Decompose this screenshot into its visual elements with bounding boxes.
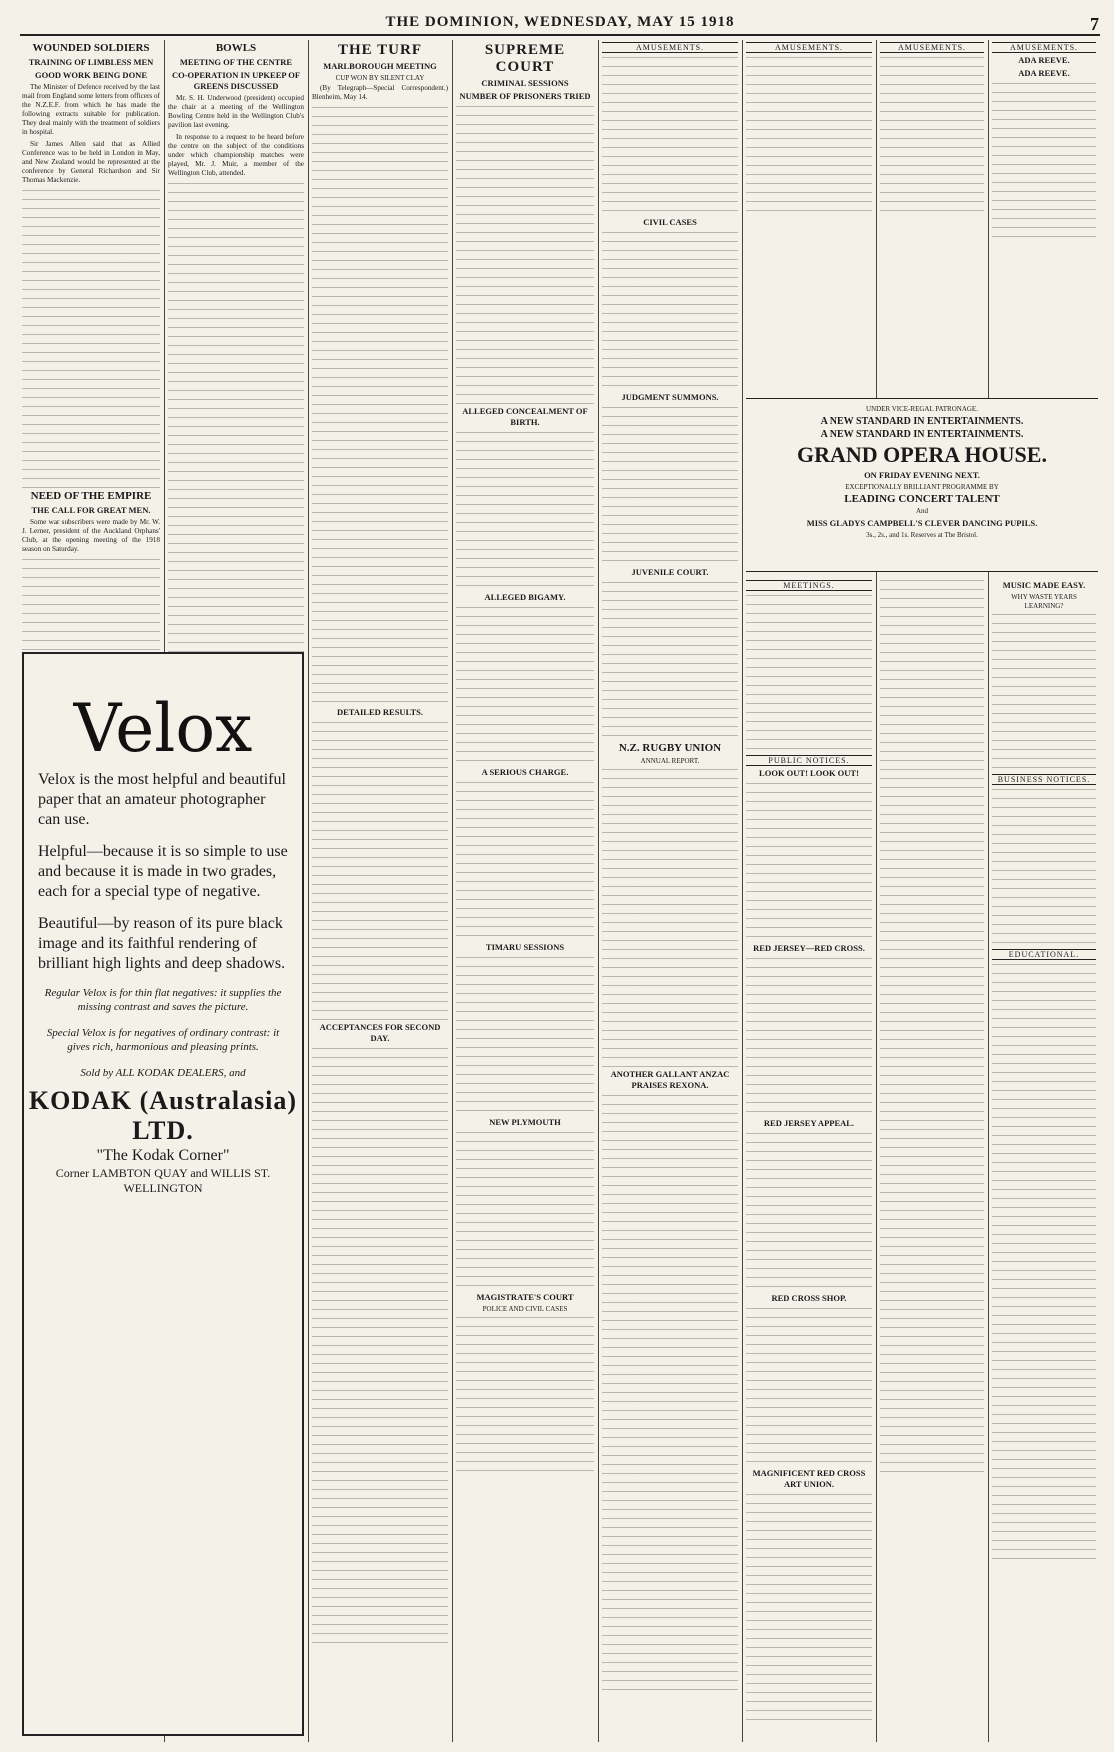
- article-title: BOWLS: [215, 42, 257, 54]
- text-block: [312, 720, 448, 1020]
- section-heading: JUDGMENT SUMMONS.: [621, 392, 719, 402]
- article-subtitle: NUMBER OF PRISONERS TRIED: [459, 91, 591, 101]
- article-title: THE TURF: [338, 42, 422, 58]
- article-subtitle: CRIMINAL SESSIONS: [481, 78, 569, 88]
- ad-prices: 3s., 2s., and 1s. Reserves at The Bristol.: [866, 531, 978, 539]
- ad-subheadline: WHY WASTE YEARS LEARNING?: [1011, 593, 1077, 610]
- page-number: 7: [1090, 14, 1100, 34]
- text-block: [746, 1306, 872, 1466]
- column-rule: [742, 40, 743, 1742]
- section-heading: CIVIL CASES: [643, 217, 697, 227]
- ad-headline: ADA REEVE.: [1018, 55, 1070, 65]
- text-block: [456, 605, 594, 765]
- section-heading: A SERIOUS CHARGE.: [481, 767, 569, 777]
- text-block: [602, 405, 738, 565]
- text-block: [22, 188, 160, 488]
- section-heading: NEW PLYMOUTH: [489, 1117, 561, 1127]
- article-paragraph: Sir James Allen said that as Allied Conference was to be held in London in May, and New Zealand would be represented at the conference by General Richardson and Sir Thomas Mackenzie.: [22, 140, 160, 184]
- section-heading: TIMARU SESSIONS: [485, 942, 565, 952]
- article-subtitle: GOOD WORK BEING DONE: [34, 70, 147, 80]
- section-heading: JUVENILE COURT.: [631, 567, 709, 577]
- article-subtitle: THE CALL FOR GREAT MEN.: [31, 505, 151, 515]
- column-supreme-court: [456, 40, 594, 1742]
- ad-headline: MISS GLADYS CAMPBELL'S CLEVER DANCING PUPILS.: [806, 518, 1038, 528]
- article-subtitle: CO-OPERATION IN UPKEEP OF GREENS DISCUSSED: [171, 70, 301, 91]
- section-heading: ANOTHER GALLANT ANZAC PRAISES REXONA.: [610, 1069, 730, 1090]
- article-subtitle: MARLBOROUGH MEETING: [323, 61, 437, 71]
- article-title: NEED OF THE EMPIRE: [30, 490, 152, 502]
- ad-italic: Regular Velox is for thin flat negatives: it supplies the missing contrast and saves the picture.: [44, 987, 282, 1013]
- text-block: [746, 956, 872, 1116]
- ad-text: Beautiful—by reason of its pure black image and its faithful rendering of brilliant high lights and deep shadows.: [38, 915, 286, 972]
- text-block: [746, 55, 872, 215]
- text-block: [312, 1046, 448, 1646]
- article-subtitle: CUP WON BY SILENT CLAY: [335, 74, 425, 82]
- section-heading: ALLEGED BIGAMY.: [484, 592, 566, 602]
- column-rule: [308, 40, 309, 1742]
- masthead-title: THE DOMINION, WEDNESDAY, MAY 15 1918: [385, 14, 735, 30]
- article-subtitle: MEETING OF THE CENTRE: [179, 57, 293, 67]
- text-block: [456, 955, 594, 1115]
- ad-italic: Sold by ALL KODAK DEALERS, and: [80, 1067, 246, 1079]
- notice-headline: RED JERSEY APPEAL.: [763, 1118, 855, 1128]
- text-block: [746, 781, 872, 941]
- ad-patronage: UNDER VICE-REGAL PATRONAGE.: [866, 405, 978, 413]
- lower-column-8: [992, 578, 1096, 1728]
- ad-text: Velox is the most helpful and beautiful paper that an amateur photographer can use.: [38, 771, 286, 828]
- text-block: [456, 1315, 594, 1475]
- kodak-corner: "The Kodak Corner": [96, 1147, 230, 1164]
- text-block: [602, 580, 738, 740]
- column-rule: [876, 40, 877, 1742]
- ad-headline: ADA REEVE.: [1018, 68, 1070, 78]
- velox-logo: Velox: [73, 690, 253, 767]
- section-heading: AMUSEMENTS.: [746, 42, 872, 53]
- masthead: [20, 14, 1100, 36]
- notice-headline: RED JERSEY—RED CROSS.: [753, 943, 865, 953]
- article-paragraph: Some war subscribers were made by Mr. W. J. Lerner, president of the Auckland Orphans' Club, at the opening meeting of the 1918 season on Saturday.: [22, 518, 160, 553]
- notice-headline: MAGNIFICENT RED CROSS ART UNION.: [752, 1468, 866, 1489]
- column-rule: [988, 40, 989, 1742]
- article-subtitle: TRAINING OF LIMBLESS MEN: [28, 57, 154, 67]
- article-paragraph: In response to a request to be heard before the centre on the subject of the conditions under which championship matches were played, Mr. J. Muir, a member of the Wellington Club, attended.: [168, 133, 304, 177]
- text-block: [992, 612, 1096, 772]
- text-block: [746, 593, 872, 753]
- article-paragraph: Mr. S. H. Underwood (president) occupied the chair at a meeting of the Wellington Bowling Centre held in the Wellington Club's pavilion last evening.: [168, 94, 304, 129]
- section-heading: MEETINGS.: [746, 580, 872, 591]
- notice-headline: RED CROSS SHOP.: [771, 1293, 847, 1303]
- text-block: [880, 55, 984, 215]
- grand-opera-house-title: GRAND OPERA HOUSE.: [797, 442, 1047, 467]
- article-title: SUPREME COURT: [484, 42, 566, 75]
- ad-text: Helpful—because it is so simple to use and because it is made in two grades, each for a special type of negative.: [38, 843, 288, 900]
- text-block: [992, 962, 1096, 1562]
- section-heading: AMUSEMENTS.: [992, 42, 1096, 53]
- article-paragraph: The Minister of Defence received by the last mail from England some letters from officers of the N.Z.E.F. from which he has made the following extracts suitable for publication. They deal mainly with the treatment of soldiers in hospital.: [22, 83, 160, 136]
- section-heading: AMUSEMENTS.: [602, 42, 738, 53]
- velox-advertisement: [22, 652, 304, 1736]
- section-heading: EDUCATIONAL.: [992, 949, 1096, 960]
- article-title: N.Z. RUGBY UNION: [618, 742, 722, 754]
- text-block: [602, 55, 738, 215]
- text-block: [992, 81, 1096, 241]
- notice-headline: LOOK OUT! LOOK OUT!: [759, 768, 859, 778]
- section-heading: DETAILED RESULTS.: [337, 707, 423, 717]
- text-block: [456, 1130, 594, 1290]
- article-paragraph: (By Telegraph—Special Correspondent.) Blenheim, May 14.: [312, 84, 448, 101]
- text-block: [456, 780, 594, 940]
- column-rule: [452, 40, 453, 1742]
- ad-headline: A NEW STANDARD IN ENTERTAINMENTS.: [820, 429, 1024, 440]
- section-subheading: POLICE AND CIVIL CASES: [482, 1305, 568, 1313]
- section-heading: AMUSEMENTS.: [880, 42, 984, 53]
- article-title: WOUNDED SOLDIERS: [32, 42, 150, 54]
- ad-address: Corner LAMBTON QUAY and WILLIS ST.: [55, 1166, 271, 1180]
- section-heading: MAGISTRATE'S COURT: [476, 1292, 574, 1302]
- text-block: [746, 1131, 872, 1291]
- text-block: [602, 1093, 738, 1693]
- ad-headline: A NEW STANDARD IN ENTERTAINMENTS.: [820, 416, 1024, 427]
- text-block: [746, 1492, 872, 1728]
- kodak-name: KODAK (Australasia) LTD.: [28, 1086, 298, 1145]
- text-block: [992, 787, 1096, 947]
- text-block: [312, 105, 448, 705]
- column-rule: [598, 40, 599, 1742]
- ad-italic: Special Velox is for negatives of ordinary contrast: it gives rich, harmonious and pleasing prints.: [46, 1027, 280, 1053]
- ad-headline: LEADING CONCERT TALENT: [844, 493, 1000, 505]
- grand-opera-advertisement: [746, 398, 1098, 572]
- text-block: [456, 430, 594, 590]
- column-turf: [312, 40, 448, 1742]
- text-block: [602, 230, 738, 390]
- section-heading: BUSINESS NOTICES.: [992, 774, 1096, 785]
- text-block: [456, 104, 594, 404]
- ad-address: WELLINGTON: [123, 1181, 203, 1195]
- column-civil-cases: [602, 40, 738, 1742]
- lower-column-7: [880, 578, 984, 1728]
- article-subtitle: ANNUAL REPORT.: [640, 757, 700, 765]
- ad-date: ON FRIDAY EVENING NEXT.: [864, 470, 980, 480]
- ad-headline: MUSIC MADE EASY.: [1002, 580, 1086, 590]
- text-block: [602, 767, 738, 1067]
- lower-column-6: [746, 578, 872, 1728]
- section-heading: PUBLIC NOTICES.: [746, 755, 872, 766]
- section-heading: ACCEPTANCES FOR SECOND DAY.: [319, 1022, 441, 1043]
- ad-text: And: [915, 507, 929, 515]
- text-block: [880, 578, 984, 1478]
- ad-text: EXCEPTIONALLY BRILLIANT PROGRAMME BY: [845, 483, 999, 491]
- section-heading: ALLEGED CONCEALMENT OF BIRTH.: [462, 406, 588, 427]
